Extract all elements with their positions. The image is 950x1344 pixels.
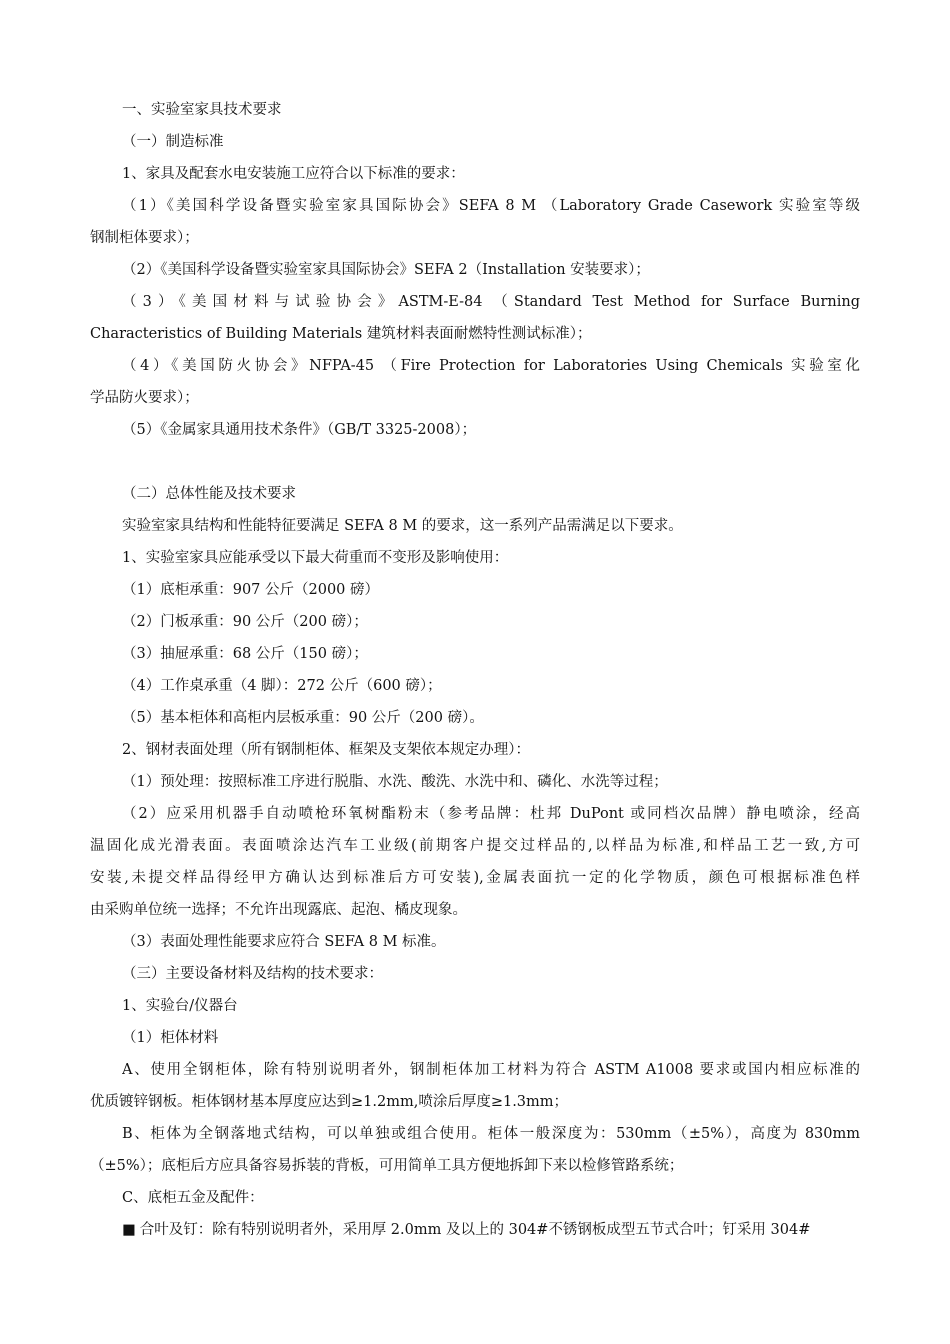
paragraph-line: 温固化成光滑表面。表面喷涂达汽车工业级(前期客户提交过样品的,以样品为标准,和样品工艺一致,方可 [90, 838, 860, 854]
paragraph-line: Characteristics of Building Materials 建筑材料表面耐燃特性测试标准）； [90, 326, 592, 342]
paragraph-line: （5）《金属家具通用技术条件》（GB/T 3325-2008）； [122, 422, 477, 438]
paragraph-line: 优质镀锌钢板。柜体钢材基本厚度应达到≥1.2mm,喷涂后厚度≥1.3mm； [90, 1094, 569, 1110]
paragraph-line: （2）《美国科学设备暨实验室家具国际协会》SEFA 2（Installation 安装要求）； [122, 262, 650, 278]
paragraph-line: 安装,未提交样品得经甲方确认达到标准后方可安装),金属表面抗一定的化学物质，颜色可根据标准色样 [90, 870, 860, 886]
subsection-heading: （三）主要设备材料及结构的技术要求： [122, 966, 383, 982]
paragraph-line: 由采购单位统一选择；不允许出现露底、起泡、橘皮现象。 [90, 902, 467, 918]
paragraph-line: （3）《美国材料与试验协会》ASTM-E-84 （Standard Test Method for Surface Burning [122, 294, 860, 310]
paragraph-line: 2、钢材表面处理（所有钢制柜体、框架及支架依本规定办理）： [122, 742, 530, 758]
bullet-text: 合叶及钉：除有特别说明者外，采用厚 2.0mm 及以上的 304#不锈钢板成型五节式合叶；钉采用 304# [139, 1222, 811, 1238]
bullet-item [122, 1220, 860, 1240]
paragraph-line: （1）柜体材料 [122, 1030, 219, 1046]
list-item: （1）预处理：按照标准工序进行脱脂、水洗、酸洗、水洗中和、磷化、水洗等过程； [122, 774, 668, 790]
paragraph-line: 1、家具及配套水电安装施工应符合以下标准的要求： [122, 166, 465, 182]
list-item: （2）门板承重：90 公斤（200 磅）； [122, 614, 368, 630]
paragraph-line: （4）《美国防火协会》NFPA-45 （Fire Protection for Laboratories Using Chemicals 实验室化 [122, 358, 860, 374]
paragraph-line: B、柜体为全钢落地式结构，可以单独或组合使用。柜体一般深度为：530mm（±5%），高度为 830mm [122, 1126, 860, 1142]
paragraph-line: 钢制柜体要求）； [90, 230, 199, 246]
paragraph-line: 1、实验室家具应能承受以下最大荷重而不变形及影响使用： [122, 550, 509, 566]
paragraph-line: C、底柜五金及配件： [122, 1190, 264, 1206]
paragraph-line: A、使用全钢柜体，除有特别说明者外，钢制柜体加工材料为符合 ASTM A1008 要求或国内相应标准的 [122, 1062, 860, 1078]
paragraph-line: 学品防火要求）； [90, 390, 199, 406]
paragraph-line: 1、实验台/仪器台 [122, 998, 238, 1014]
list-item: （5）基本柜体和高柜内层板承重：90 公斤（200 磅）。 [122, 710, 484, 726]
paragraph-line: （±5%）；底柜后方应具备容易拆装的背板，可用简单工具方便地拆卸下来以检修管路系统； [90, 1158, 684, 1174]
list-item: （1）底柜承重：907 公斤（2000 磅） [122, 582, 380, 598]
section-heading-1: 一、实验室家具技术要求 [122, 102, 282, 118]
subsection-heading: （一）制造标准 [122, 134, 224, 150]
paragraph-line: （1）《美国科学设备暨实验室家具国际协会》SEFA 8 M （Laboratory Grade Casework 实验室等级 [122, 198, 860, 214]
subsection-heading: （二）总体性能及技术要求 [122, 486, 296, 502]
list-item: （3）抽屉承重：68 公斤（150 磅）； [122, 646, 368, 662]
list-item: （3）表面处理性能要求应符合 SEFA 8 M 标准。 [122, 934, 446, 950]
list-item: （4）工作桌承重（4 脚）：272 公斤（600 磅）； [122, 678, 442, 694]
paragraph-line: （2）应采用机器手自动喷枪环氧树酯粉末（参考品牌：杜邦 DuPont 或同档次品牌）静电喷涂，经高 [122, 806, 860, 822]
square-bullet-icon: ■ [122, 1222, 136, 1238]
paragraph-line: 实验室家具结构和性能特征要满足 SEFA 8 M 的要求，这一系列产品需满足以下要求。 [122, 518, 683, 534]
